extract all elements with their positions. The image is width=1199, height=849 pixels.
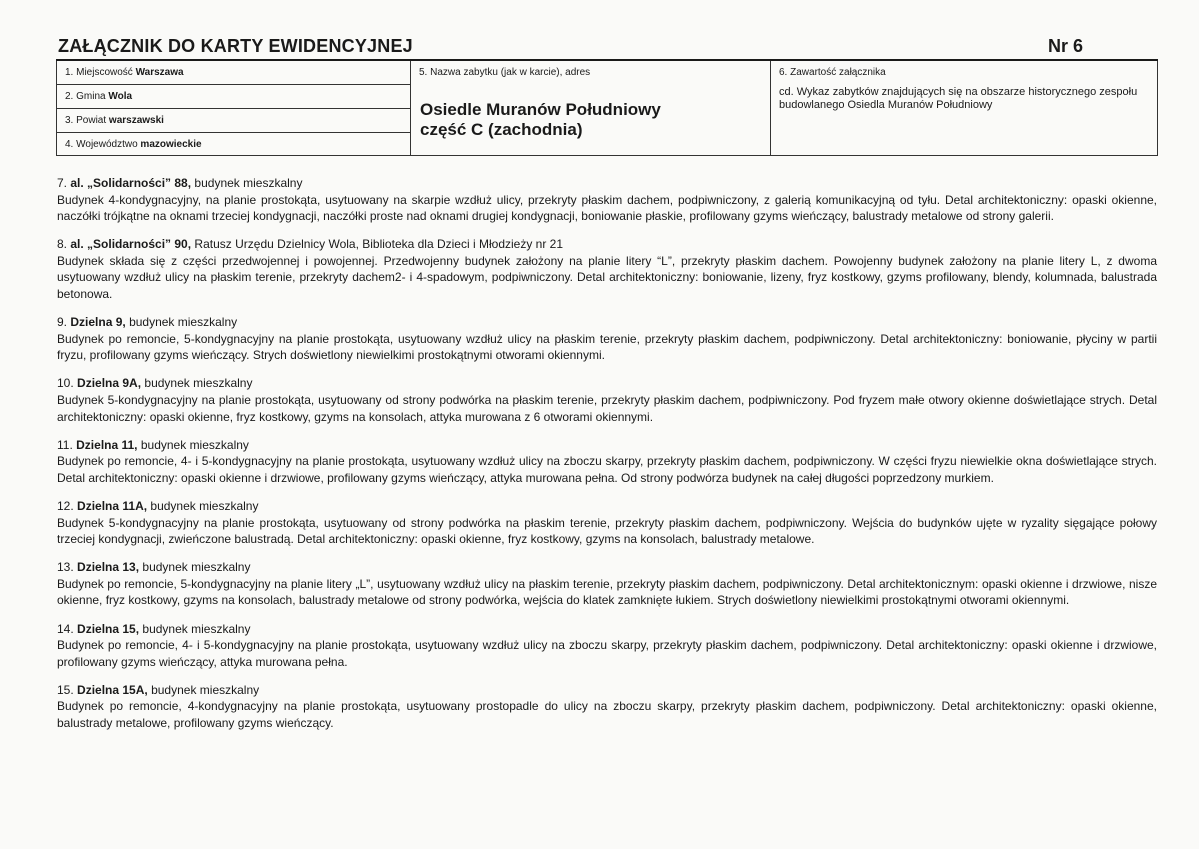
field-locality-label: 1. Miejscowość [65, 67, 133, 78]
entry-type: budynek mieszkalny [142, 560, 251, 575]
entry-heading [57, 682, 1157, 699]
entry-heading [57, 314, 1157, 331]
monument-name-line2: część C (zachodnia) [420, 120, 583, 139]
contents-column [771, 61, 1157, 155]
field-district [57, 109, 410, 133]
entry-type: budynek mieszkalny [194, 176, 303, 190]
list-item [57, 621, 1157, 671]
entry-address: Dzielna 11, [76, 437, 138, 452]
entry-address: Dzielna 9, [70, 315, 126, 330]
field-district-label: 3. Powiat [65, 115, 107, 126]
list-item [57, 175, 1157, 225]
entry-heading [57, 175, 1157, 192]
entry-number: 9. [57, 315, 68, 330]
document-title: ZAŁĄCZNIK DO KARTY EWIDENCYJNEJ [58, 36, 413, 56]
contents-text: cd. Wykaz zabytków znajdujących się na obszarze historycznego zespołu budowlanego Osiedla Muranów Południowy [779, 86, 1138, 111]
entry-description: Budynek po remoncie, 4- i 5-kondygnacyjny na planie prostokąta, usytuowany wzdłuż ulicy na zboczu skarpy, przekryty płaskim dachem, podpiwniczony. Detal architektoniczny: opaski okienne i drzwiowe, profilowany gzyms wieńczący, attyka murowana pełna. [57, 638, 1157, 669]
entry-description: Budynek po remoncie, 5-kondygnacyjny na planie prostokąta, usytuowany wzdłuż ulicy na płaskim terenie, przekryty płaskim dachem, podpiwniczony. Detal architektoniczny: boniowanie, płyciny w partii fryzu, profilowany gzyms wieńczący. Strych doświetlony niewielkimi prostokątnymi otworami okiennymi. [57, 331, 1157, 363]
entry-address: Dzielna 11A, [77, 499, 148, 513]
entry-heading [57, 498, 1157, 515]
entry-description: Budynek 5-kondygnacyjny na planie prostokąta, usytuowany od strony podwórka na płaskim terenie, przekryty płaskim dachem, podpiwniczony. Pod fryzem małe otwory okienne doświetlające strych. Detal architektoniczny: opaski okienne, fryz kostkowy, gzyms na konsolach, attyka murowana z 6 otworami okiennymi. [57, 393, 1157, 424]
contents-label: 6. Zawartość załącznika [779, 67, 886, 78]
monument-name-column [411, 61, 771, 155]
entry-address: Dzielna 13, [77, 560, 140, 575]
entry-heading [57, 437, 1157, 454]
list-item [57, 314, 1157, 364]
list-item [57, 498, 1157, 548]
field-voivodeship-value: mazowieckie [140, 139, 202, 150]
entry-type: Ratusz Urzędu Dzielnicy Wola, Biblioteka dla Dzieci i Młodzieży nr 21 [194, 237, 564, 252]
list-item [57, 375, 1157, 425]
entry-number: 7. [57, 176, 68, 190]
entry-address: al. „Solidarności” 88, [70, 176, 192, 190]
entry-number: 8. [57, 237, 68, 252]
entry-address: al. „Solidarności” 90, [70, 237, 192, 252]
entry-heading [57, 236, 1157, 253]
entry-number: 12. [57, 499, 74, 513]
header-table [56, 61, 1158, 156]
entry-description: Budynek po remoncie, 4- i 5-kondygnacyjny na planie prostokąta, usytuowany wzdłuż ulicy na zboczu skarpy, przekryty płaskim dachem, podpiwniczony. W części fryzu niewielkie okna doświetlające strych. Detal architektoniczny: opaski okienne i drzwiowe, profilowany gzyms wieńczący, attyka murowana pełna. Od strony podwórza budynek na całej długości poprzedzony murkiem. [57, 454, 1157, 485]
field-voivodeship [57, 133, 410, 156]
entry-type: budynek mieszkalny [140, 437, 249, 452]
entry-number: 13. [57, 560, 74, 575]
list-item [57, 559, 1157, 609]
entry-heading [57, 559, 1157, 576]
field-locality-value: Warszawa [135, 67, 184, 78]
monument-name [420, 100, 760, 140]
entry-number: 14. [57, 621, 74, 636]
entry-heading [57, 375, 1157, 392]
entry-type: budynek mieszkalny [151, 682, 260, 697]
field-commune [57, 85, 410, 109]
field-commune-value: Wola [108, 91, 133, 102]
entry-type: budynek mieszkalny [144, 376, 253, 391]
entry-type: budynek mieszkalny [129, 315, 238, 330]
monument-name-line1: Osiedle Muranów Południowy [420, 100, 661, 119]
entry-heading [57, 621, 1157, 638]
entry-address: Dzielna 15, [77, 621, 140, 636]
entry-type: budynek mieszkalny [142, 621, 251, 636]
entry-address: Dzielna 15A, [77, 682, 148, 697]
field-commune-label: 2. Gmina [65, 91, 106, 102]
entry-number: 11. [57, 437, 73, 452]
entry-number: 10. [57, 376, 74, 391]
entry-description: Budynek 4-kondygnacyjny, na planie prostokąta, usytuowany na skarpie wzdłuż ulicy, przekryty płaskim dachem, podpiwniczony, z galerią komunikacyjną od tyłu. Detal architektoniczny: opaski okienne, naczółki trójkątne na oknami trzeciej kondygnacji, naczółki proste nad oknami drugiej kondygnacji, boniowanie płaskie, profilowany gzyms wieńczący, balustrady metalowe od strony galerii. [57, 192, 1157, 224]
entry-description: Budynek po remoncie, 4-kondygnacyjny na planie prostokąta, usytuowany prostopadle do ulicy na zboczu skarpy, przekryty płaskim dachem, podpiwniczony. Detal architektoniczny: opaski okienne, balustrady metalowe, profilowany gzyms wieńczący. [57, 699, 1157, 731]
field-locality [57, 61, 410, 85]
field-district-value: warszawski [108, 115, 164, 126]
list-item [57, 236, 1157, 302]
field-voivodeship-label: 4. Województwo [65, 139, 138, 150]
entry-number: 15. [57, 682, 74, 697]
entry-description: Budynek składa się z części przedwojennej i powojennej. Przedwojenny budynek założony na planie litery “L”, przekryty płaskim dachem. Powojenny budynek założony na planie litery L, z dwoma usytuowany wzdłuż ulicy na płaskim terenie, przekryty dachem2- i 4-spadowym, podpiwniczony. Detal architektoniczny: boniowanie, lizeny, fryz kostkowy, gzyms profilowany, blendy, kolumnada, balustrada betonowa. [57, 253, 1157, 302]
entry-description: Budynek po remoncie, 5-kondygnacyjny na planie litery „L”, usytuowany wzdłuż ulicy na płaskim terenie, przekryty płaskim dachem, podpiwniczony. Detal architektonicznym: opaski okienne i drzwiowe, nisze okienne, fryz kostkowy, gzyms na konsolach, balustrady metalowe od strony podwórka, wejścia do klatek zamknięte łukiem. Strych doświetlony niewielkimi prostokątnymi otworami okiennymi. [57, 576, 1157, 608]
attachment-number: Nr 6 [1048, 36, 1084, 56]
location-column [57, 61, 411, 155]
monument-list [57, 175, 1157, 743]
list-item [57, 437, 1157, 487]
list-item [57, 682, 1157, 732]
entry-type: budynek mieszkalny [150, 499, 259, 513]
entry-address: Dzielna 9A, [77, 376, 142, 391]
entry-description: Budynek 5-kondygnacyjny na planie prostokąta, usytuowany od strony podwórka na płaskim terenie, przekryty płaskim dachem, podpiwniczony. Wejścia do budynków ujęte w ryzality sięgające połowy trzeciej kondygnacji, zwieńczone balustradą. Detal architektoniczny: opaski okienne, fryz kostkowy, gzyms na konsolach, balustrady metalowe. [57, 515, 1157, 547]
monument-name-label: 5. Nazwa zabytku (jak w karcie), adres [419, 67, 591, 78]
